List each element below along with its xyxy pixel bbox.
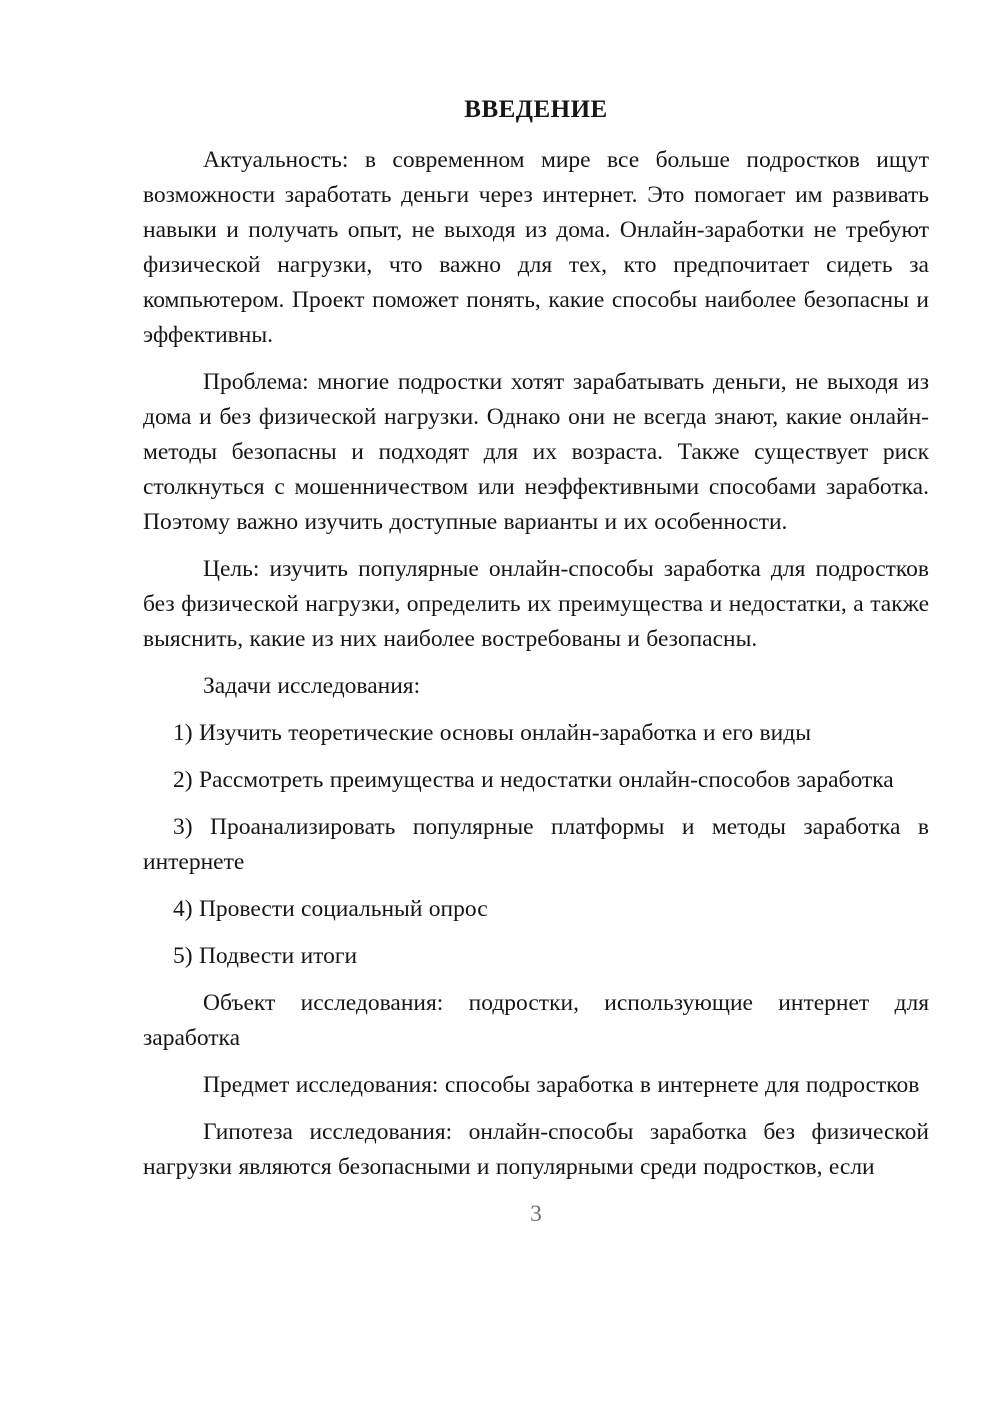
paragraph-relevance: Актуальность: в современном мире все больше подростков ищут возможности заработать деньги через интернет. Это помогает им развивать навыки и получать опыт, не выходя из дома. Онлайн-заработки не требуют физической нагрузки, что важно для тех, кто предпочитает сидеть за компьютером. Проект поможет понять, какие способы наиболее безопасны и эффективны.	[143, 147, 929, 348]
task-item-5: 5) Подвести итоги	[173, 943, 358, 969]
task-item-2: 2) Рассмотреть преимущества и недостатки онлайн-способов заработка	[173, 767, 894, 793]
paragraph-object: Объект исследования: подростки, использующие интернет для заработка	[143, 990, 929, 1051]
page-title: ВВЕДЕНИЕ	[464, 96, 608, 123]
paragraph-subject: Предмет исследования: способы заработка в интернете для подростков	[203, 1072, 920, 1098]
task-item-1: 1) Изучить теоретические основы онлайн-заработка и его виды	[173, 720, 811, 746]
paragraph-hypothesis: Гипотеза исследования: онлайн-способы заработка без физической нагрузки являются безопасными и популярными среди подростков, если	[143, 1119, 929, 1180]
page-number: 3	[530, 1201, 542, 1227]
paragraph-problem: Проблема: многие подростки хотят зарабатывать деньги, не выходя из дома и без физической нагрузки. Однако они не всегда знают, какие онлайн-методы безопасны и подходят для их возраста. Также существует риск столкнуться с мошенничеством или неэффективными способами заработка. Поэтому важно изучить доступные варианты и их особенности.	[143, 369, 929, 535]
task-item-4: 4) Провести социальный опрос	[173, 896, 488, 922]
paragraph-tasks-heading: Задачи исследования:	[203, 673, 421, 699]
task-item-3: 3) Проанализировать популярные платформы и методы заработка в интернете	[143, 814, 929, 875]
paragraph-goal: Цель: изучить популярные онлайн-способы заработка для подростков без физической нагрузки, определить их преимущества и недостатки, а также выяснить, какие из них наиболее востребованы и безопасны.	[143, 556, 929, 652]
